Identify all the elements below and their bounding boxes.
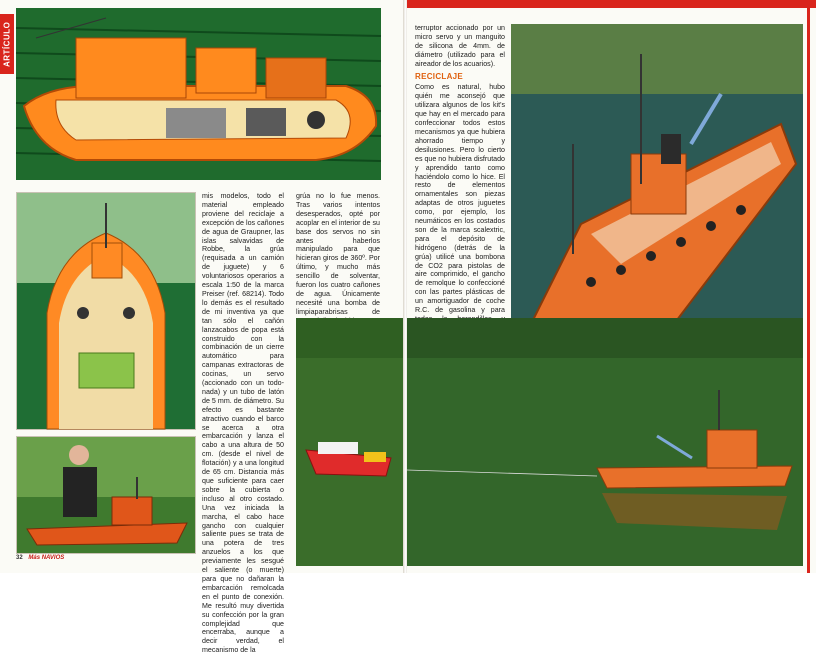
article-col3-body: Como es natural, hubo quién me aconsejó que utilizara algunos de los kit's que hay en el mercado para confeccionar todos estos mecanismos ya que hubiera ahorrado tiempo y desilusiones. Pero lo cierto es que no hubiera disfrutado y aprendido tanto como haciéndolo como lo hice. El resto de elementos ornamentales son piezas adaptas de otros juguetes como, por ejemplo, los neumáticos en los costados son de la marca scalextric, para el depósito de hidrógeno (detrás de la grúa) utilicé una bombona de CO2 para pistolas de aire comprimido, el gancho de remolque lo confeccioné con las partes plásticas de un amortiguador de coche R.C. de gasolina y para — [415, 83, 505, 315]
right-page — [407, 0, 816, 573]
section-heading-reciclaje: RECICLAJE — [415, 71, 464, 81]
article-column-3 — [415, 24, 505, 324]
section-tab: ARTÍCULO — [0, 14, 14, 74]
photo-builder-with-boat-image — [17, 437, 195, 553]
photo-builder-with-boat — [16, 436, 196, 554]
photo-boat-top-view-image — [16, 8, 381, 180]
right-red-edge — [807, 0, 810, 573]
page-footer — [16, 555, 64, 561]
article-column-2 — [296, 192, 380, 314]
photo-boat-deck-image — [17, 193, 195, 429]
left-page — [0, 0, 404, 655]
article-column-1 — [202, 192, 284, 655]
top-red-border — [407, 0, 816, 8]
photo-boat-deck — [16, 192, 196, 430]
article-col1-text: mis modelos, todo el material empleado proviene del reciclaje a excepción de los cañones de agua de Graupner, las islas salvavidas de Robbe, la grúa (requisada a un camión de juguete) y 6 voluntariosos operarios a escala 1:50 de la marca Preiser (ref. 68214). Todo lo demás es el resultado de mi inventiva ya que tan sólo el cañón lanzacabos de popa está construido con la combinación de un cierre automático para campanas extractoras de cocinas, un servo (accionado con un todo-nada) y un tubo de latón de 5 mm. de diámetro. Su efecto es bastante atractivo cuando el barco se acerca a otra embarcación y lanza el cabo a una altura de 50 cm. (desde el nivel de flotación) y a una longitud de 65 cm. Distancia más que suficiente para caer sobre la cubierta o incluso al otro costado. Una vez iniciada la marcha, el cabo hace gancho con cualquier saliente pues se trata de una potera de tres anzuelos a los que previamente les sesgué el saliente (o muerte) para que no dañaran la embarcación remolcada en el punto de conexión. Me resultó muy divertida su confección por la gran complejidad que encerraba, aunque a decir verdad, el mecanismo de la — [202, 192, 284, 655]
article-col3-intro: terruptor accionado por un micro servo y un manguito de silicona de 4mm. de diámetro (utilizado para el aireador de los acuarios). — [415, 24, 505, 68]
photo-boat-top-view — [16, 8, 381, 180]
magazine-name: Más NAVIOS — [28, 555, 65, 561]
page-number: 32 — [16, 555, 23, 561]
photo-water-left-image — [296, 318, 404, 566]
article-col2-text: grúa no lo fue menos. Tras varios intentos desesperados, opté por acoplar en el interior de su base dos servos no sin antes haberlos manipulado para que hicieran giros de 360º. Por último, y mucho más sencillo de solventar, fueron los cuatro cañones de agua. Únicamente necesité una bomba de limpiaparabrisas de — [296, 192, 380, 316]
photo-water-left — [296, 318, 404, 566]
photo-tug-towing — [407, 318, 803, 566]
photo-tugboat-pool — [511, 24, 803, 366]
photo-tug-towing-image — [407, 318, 803, 566]
photo-tugboat-pool-image — [511, 24, 803, 366]
